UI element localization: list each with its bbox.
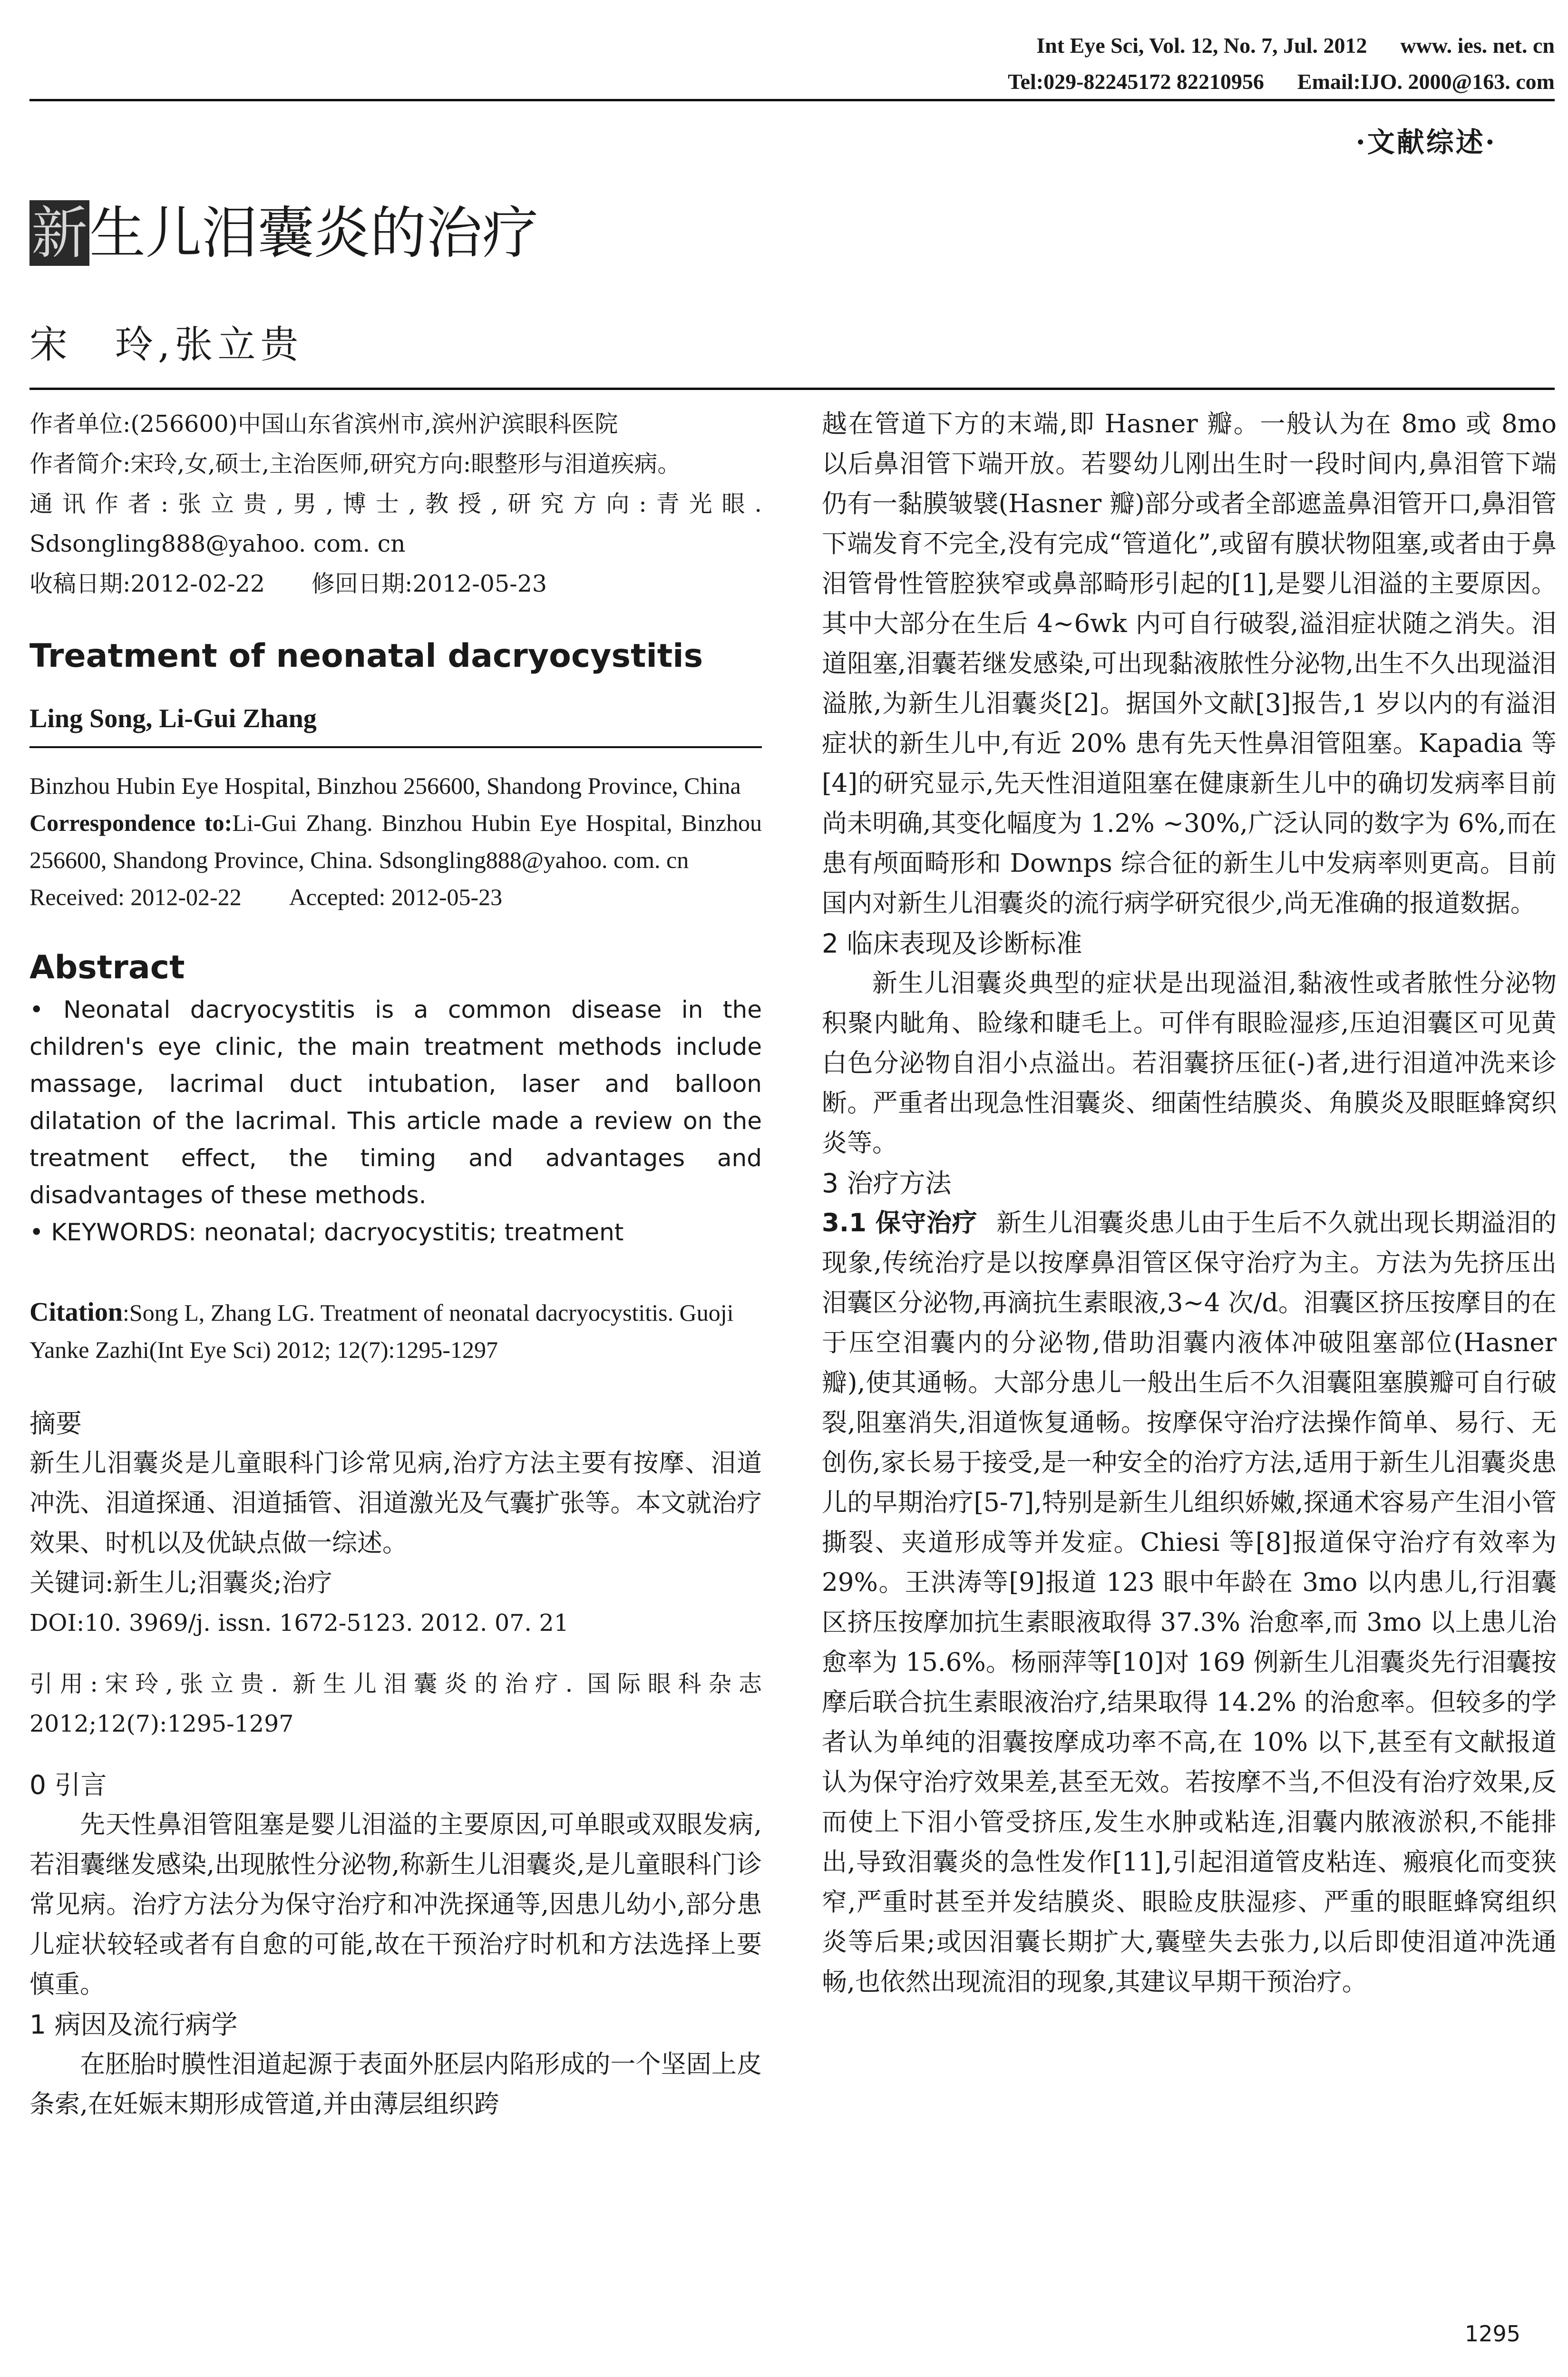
english-title: Treatment of neonatal dacryocystitis [29,637,703,675]
affiliation: Binzhou Hubin Eye Hospital, Binzhou 256600, Shandong Province, China [29,772,741,799]
abstract-heading: Abstract [29,949,185,986]
citation-text: :Song L, Zhang LG. Treatment of neonatal dacryocystitis. Guoji Yanke Zazhi(Int Eye Sci) 2012; 12(7):1295-1297 [29,1299,734,1363]
zhaiyao-text: 新生儿泪囊炎是儿童眼科门诊常见病,治疗方法主要有按摩、泪道冲洗、泪道探通、泪道插管、泪道激光及气囊扩张等。本文就治疗效果、时机以及优缺点做一综述。 [29,1449,762,1558]
section-2-text: 新生儿泪囊炎典型的症状是出现溢泪,黏液性或者脓性分泌物积聚内眦角、睑缘和睫毛上。可伴有眼睑湿疹,压迫泪囊区可见黄白色分泌物自泪小点溢出。若泪囊挤压征(-)者,进行泪道冲洗来诊断。严重者出现急性泪囊炎、细菌性结膜炎、角膜炎及眼眶蜂窝织炎等。 [822,969,1557,1158]
journal-line: Int Eye Sci, Vol. 12, No. 7, Jul. 2012 [1036,33,1367,58]
correspondence-label: Correspondence to: [29,809,233,836]
section-1-continued: 越在管道下方的末端,即 Hasner 瓣。一般认为在 8mo 或 8mo 以后鼻泪管下端开放。若婴幼儿刚出生时一段时间内,鼻泪管下端仍有一黏膜皱襞(Hasner 瓣)部分或者全部遮盖鼻泪管开口,鼻泪管下端发育不完全,没有完成“管道化”,或留有膜状物阻塞,或者由于鼻泪管骨性管腔狭窄或鼻部畸形引起的[1],是婴儿泪溢的主要原因。其中大部分在生后 4~6wk 内可自行破裂,溢泪症状随之消失。泪道阻塞,泪囊若继发感染,可出现黏液脓性分泌物,出生不久出现溢泪溢脓,为新生儿泪囊炎[2]。据国外文献[3]报告,1 岁以内的有溢泪症状的新生儿中,有近 20% 患有先天性鼻泪管阻塞。Kapadia 等[4]的研究显示,先天性泪道阻塞在健康新生儿中的确切发病率目前尚未明确,其变化幅度为 1.2% ~30%,广泛认同的数字为 6%,而在患有颅面畸形和 Downps 综合征的新生儿中发病率则更高。目前国内对新生儿泪囊炎的流行病学研究很少,尚无准确的报道数据。 [822,409,1557,918]
citation-label: Citation [29,1297,123,1327]
title-rule [29,388,1555,390]
english-authors: Ling Song, Li-Gui Zhang [29,704,317,733]
authors-rule [29,746,762,748]
section-1-heading: 1 病因及流行病学 [29,2009,238,2040]
section-3-heading: 3 治疗方法 [822,1168,952,1198]
section-3-1-heading: 3.1 保守治疗 [822,1208,978,1237]
section-3-1 [822,1203,1557,2002]
section-1-text: 在胚胎时膜性泪道起源于表面外胚层内陷形成的一个坚固上皮条索,在妊娠末期形成管道,并由薄层组织跨 [29,2050,762,2119]
received-accepted: Received: 2012-02-22 Accepted: 2012-05-23 [29,884,503,910]
doi: DOI:10. 3969/j. issn. 1672-5123. 2012. 07. 21 [29,1609,569,1637]
left-column [29,404,762,2124]
citation-cn: 引用:宋玲,张立贵. 新生儿泪囊炎的治疗. 国际眼科杂志 2012;12(7):1295-1297 [29,1670,762,1737]
correspondence [29,804,762,878]
correspondence-text: Li-Gui Zhang. Binzhou Hubin Eye Hospital, Binzhou 256600, Shandong Province, China. Sdsongling888@yahoo. com. cn [29,809,762,873]
keywords-cn: 关键词:新生儿;泪囊炎;治疗 [29,1568,332,1598]
right-column [822,404,1557,2002]
keywords: • KEYWORDS: neonatal; dacryocystitis; treatment [29,1218,624,1246]
section-label: ·文献综述· [1355,126,1497,158]
title-rest: 生儿泪囊炎的治疗 [89,200,539,266]
header-rule [29,99,1555,101]
section-0-heading: 0 引言 [29,1770,107,1800]
section-0-text: 先天性鼻泪管阻塞是婴儿泪溢的主要原因,可单眼或双眼发病,若泪囊继发感染,出现脓性分泌物,称新生儿泪囊炎,是儿童眼科门诊常见病。治疗方法分为保守治疗和冲洗探通等,因患儿幼小,部分患儿症状较轻或者有自愈的可能,故在干预治疗时机和方法选择上要慎重。 [29,1810,762,1999]
section-3-1-text: 新生儿泪囊炎患儿由于生后不久就出现长期溢泪的现象,传统治疗是以按摩鼻泪管区保守治疗为主。方法为先挤压出泪囊区分泌物,再滴抗生素眼液,3~4 次/d。泪囊区挤压按摩目的在于压空泪囊内的分泌物,借助泪囊内液体冲破阻塞部位(Hasner 瓣),使其通畅。大部分患儿一般出生后不久泪囊阻塞膜瓣可自行破裂,阻塞消失,泪道恢复通畅。按摩保守治疗法操作简单、易行、无创伤,家长易于接受,是一种安全的治疗方法,适用于新生儿泪囊炎患儿的早期治疗[5-7],特别是新生儿组织娇嫩,探通术容易产生泪小管撕裂、夹道形成等并发症。Chiesi 等[8]报道保守治疗有效率为 29%。王洪涛等[9]报道 123 眼中年龄在 3mo 以内患儿,行泪囊区挤压按摩加抗生素眼液取得 37.3% 治愈率,而 3mo 以上患儿治愈率为 15.6%。杨丽萍等[10]对 169 例新生儿泪囊炎先行泪囊按摩后联合抗生素眼液治疗,结果取得 14.2% 的治愈率。但较多的学者认为单纯的泪囊按摩成功率不高,在 10% 以下,甚至有文献报道认为保守治疗效果差,甚至无效。若按摩不当,不但没有治疗效果,反而使上下泪小管受挤压,发生水肿或粘连,泪囊内脓液淤积,不能排出,导致泪囊炎的急性发作[11],引起泪道管皮粘连、瘢痕化而变狭窄,严重时甚至并发结膜炎、眼睑皮肤湿疹、严重的眼眶蜂窝组织炎等后果;或因泪囊长期扩大,囊壁失去张力,以后即使泪道冲洗通畅,也依然出现流泪的现象,其建议早期干预治疗。 [822,1208,1557,1997]
article-title [29,200,538,266]
meta-dates: 收稿日期:2012-02-22 修回日期:2012-05-23 [29,570,547,597]
title-first-char: 新 [29,200,89,266]
abstract-text: • Neonatal dacryocystitis is a common disease in the children's eye clinic, the main treatment methods include massage, lacrimal duct intubation, laser and balloon dilatation of the lacrimal. This article made a review on the treatment effect, the timing and advantages and disadvantages of these methods. [29,996,762,1209]
meta-corr: 通讯作者:张立贵,男,博士,教授,研究方向:青光眼. Sdsongling888@yahoo. com. cn [29,490,762,557]
journal-tel: Tel:029-82245172 82210956 [1008,69,1264,94]
page-number: 1295 [1464,2321,1520,2347]
authors-cn: 宋 玲,张立贵 [29,322,303,367]
journal-email[interactable]: Email:IJO. 2000@163. com [1297,69,1555,94]
meta-unit: 作者单位:(256600)中国山东省滨州市,滨州沪滨眼科医院 [29,410,618,438]
journal-header [974,28,1555,100]
journal-site[interactable]: www. ies. net. cn [1400,33,1555,58]
citation [29,1294,762,1368]
section-2-heading: 2 临床表现及诊断标准 [822,928,1082,959]
meta-bio: 作者简介:宋玲,女,硕士,主治医师,研究方向:眼整形与泪道疾病。 [29,450,681,477]
zhaiyao-heading: 摘要 [29,1408,82,1439]
